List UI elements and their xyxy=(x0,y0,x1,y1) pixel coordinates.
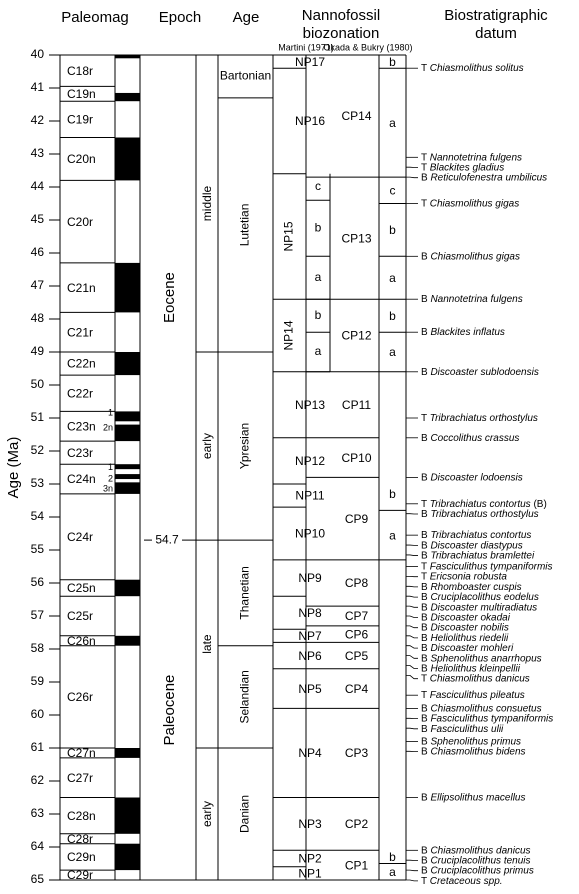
datum-kind: B xyxy=(421,736,431,748)
normal-polarity-bar xyxy=(115,798,140,834)
datum-kind: B xyxy=(421,581,431,593)
datum-species: Discoaster multiradiatus xyxy=(430,601,538,613)
cp-zone-label: CP8 xyxy=(344,576,369,591)
cp-subzone-label: a xyxy=(389,345,396,360)
datum-label xyxy=(421,432,519,443)
cp-zone-label: CP1 xyxy=(344,858,369,873)
chron-sublabel: 2 xyxy=(107,473,113,484)
cp-zone-label: CP3 xyxy=(344,746,369,761)
datum-species: Ellipsolithus macellus xyxy=(430,792,526,804)
y-tick-label: 60 xyxy=(30,707,44,722)
y-tick-label: 45 xyxy=(30,212,44,227)
datum-label xyxy=(421,792,526,803)
y-tick-label: 55 xyxy=(30,542,44,557)
cp-subzone-label: b xyxy=(389,850,396,865)
chron-label: C25n xyxy=(67,581,96,596)
cp-subzone-label: b xyxy=(389,54,396,69)
normal-polarity-bar xyxy=(115,474,140,479)
cp-subzone-label: b xyxy=(389,223,396,238)
cp-zone-label: CP12 xyxy=(341,328,372,343)
datum-species: Cruciplacolithus tenuis xyxy=(430,855,531,867)
datum-species: Sphenolithus anarrhopus xyxy=(430,652,542,664)
datum-kind: B xyxy=(421,550,431,562)
chron-label: C22n xyxy=(67,356,96,371)
cp-zone-label: CP10 xyxy=(341,450,372,465)
datum-kind: T xyxy=(421,62,430,74)
cp-subzone-label: a xyxy=(389,115,396,130)
stage-label: Thanetian xyxy=(237,566,252,620)
datum-label xyxy=(421,366,539,377)
normal-polarity-bar xyxy=(115,636,140,646)
datum-kind: T xyxy=(421,875,430,887)
datum-species: Heliolithus riedelii xyxy=(430,632,509,644)
y-tick-label: 59 xyxy=(30,674,44,689)
datum-label xyxy=(421,172,547,183)
datum-leader xyxy=(406,870,418,871)
y-tick-label: 41 xyxy=(30,80,44,95)
datum-species: Cretaceous spp. xyxy=(429,875,503,887)
subepoch-label: early xyxy=(200,800,215,828)
chron-label: C26n xyxy=(67,633,96,648)
cp-zone-label: CP14 xyxy=(341,109,372,124)
datum-species: Coccolithus crassus xyxy=(430,432,520,444)
datum-label xyxy=(421,673,530,684)
chron-label: C29r xyxy=(67,868,94,883)
datum-species: Cruciplacolithus primus xyxy=(430,865,534,877)
chron-label: C20r xyxy=(67,214,94,229)
chron-label: C19n xyxy=(67,86,96,101)
chron-label: C29n xyxy=(67,850,96,865)
np-zone-label: NP11 xyxy=(295,488,325,503)
datum-species: Rhomboaster cuspis xyxy=(430,581,522,593)
np-zone-label: NP15 xyxy=(281,221,296,252)
chron-label: C21r xyxy=(67,325,94,340)
datum-kind: B xyxy=(421,632,431,644)
header-datum: datum xyxy=(475,24,517,42)
datum-kind: B xyxy=(421,723,431,735)
subepoch-label: middle xyxy=(200,185,215,222)
datum-leader xyxy=(406,596,418,597)
y-tick-label: 43 xyxy=(30,146,44,161)
datum-label xyxy=(421,294,523,305)
chron-label: C28n xyxy=(67,808,96,823)
cp-zone-label: CP11 xyxy=(341,397,372,412)
datum-kind: B xyxy=(421,844,431,856)
datum-kind: T xyxy=(421,571,430,583)
datum-suffix: (B) xyxy=(530,498,547,510)
datum-species: Fasciculithus pileatus xyxy=(429,689,525,701)
cp-zone-label: CP5 xyxy=(344,648,369,663)
datum-species: Tribrachiatus contortus xyxy=(430,529,532,541)
datum-kind: B xyxy=(421,865,431,877)
datum-leader xyxy=(406,616,418,618)
datum-label xyxy=(421,198,519,209)
datum-kind: B xyxy=(421,792,431,804)
chron-sublabel: 1 xyxy=(107,407,113,418)
datum-species: Reticulofenestra umbilicus xyxy=(430,172,548,184)
datum-kind: B xyxy=(421,529,431,541)
datum-kind: B xyxy=(421,508,431,520)
normal-polarity-bar xyxy=(115,263,140,313)
datum-kind: B xyxy=(421,612,431,624)
chron-label: C18r xyxy=(67,63,94,78)
datum-kind: B xyxy=(421,713,431,725)
datum-species: Tribrachiatus bramlettei xyxy=(430,550,535,562)
datum-label xyxy=(421,723,504,734)
chron-sublabel: 2n xyxy=(102,422,113,433)
datum-kind: T xyxy=(421,151,430,163)
normal-polarity-bar xyxy=(115,425,140,442)
datum-leader xyxy=(406,636,418,638)
datum-label xyxy=(421,327,505,338)
chron-sublabel: 3n xyxy=(102,483,113,494)
datum-kind: B xyxy=(421,652,431,664)
chron-label: C19r xyxy=(67,112,94,127)
datum-kind: B xyxy=(421,746,431,758)
cp-subzone-label: a xyxy=(389,528,396,543)
datum-species: Chiasmolithus gigas xyxy=(430,250,520,262)
chron-label: C21n xyxy=(67,280,96,295)
y-tick-label: 44 xyxy=(30,179,44,194)
datum-species: Discoaster nobilis xyxy=(430,622,509,634)
chron-label: C24r xyxy=(67,529,94,544)
datum-leader xyxy=(406,646,418,648)
datum-leader xyxy=(406,177,418,178)
cp-subzone-label: a xyxy=(389,864,396,879)
datum-kind: T xyxy=(421,561,430,573)
stage-label: Ypresian xyxy=(237,422,252,470)
chron-sublabel: 1 xyxy=(107,461,113,472)
cp-zone-label: CP2 xyxy=(344,817,369,832)
y-tick-label: 49 xyxy=(30,344,44,359)
np-zone-label: NP7 xyxy=(298,628,322,643)
datum-kind: B xyxy=(421,326,431,338)
datum-species: Tribrachiatus orthostylus xyxy=(429,412,538,424)
header-paleomag: Paleomag xyxy=(61,8,129,26)
np-zone-label: NP12 xyxy=(294,454,326,469)
datum-species: Cruciplacolithus eodelus xyxy=(430,591,539,603)
np-zone-label: NP16 xyxy=(294,114,326,129)
cp-subzone-label: b xyxy=(389,487,396,502)
chron-label: C23n xyxy=(67,419,96,434)
datum-kind: T xyxy=(421,412,430,424)
normal-polarity-bar xyxy=(115,411,140,421)
subepoch-label: early xyxy=(200,433,215,460)
datum-kind: B xyxy=(421,642,431,654)
y-tick-label: 48 xyxy=(30,311,44,326)
header-biozonation: biozonation xyxy=(302,24,380,42)
y-tick-label: 54 xyxy=(30,509,44,524)
y-tick-label: 61 xyxy=(30,740,44,755)
datum-kind: B xyxy=(421,472,431,484)
datum-species: Discoaster lodoensis xyxy=(430,472,523,484)
datum-kind: B xyxy=(421,172,431,184)
cp-subzone-label: b xyxy=(389,308,396,323)
stage-label: Lutetian xyxy=(237,203,252,247)
stage-label: Bartonian xyxy=(219,68,272,83)
header-martini: Martini (1971) xyxy=(278,42,334,53)
datum-species: Chiasmolithus danicus xyxy=(429,673,530,685)
datum-species: Tribrachiatus orthostylus xyxy=(430,508,539,520)
header-epoch: Epoch xyxy=(158,8,202,26)
normal-polarity-bar xyxy=(115,464,140,469)
y-tick-label: 51 xyxy=(30,410,44,425)
normal-polarity-bar xyxy=(115,844,140,870)
cp-zone-label: CP13 xyxy=(341,231,372,246)
datum-kind: T xyxy=(421,198,430,210)
datum-species: Fasciculithus tympaniformis xyxy=(430,713,554,725)
y-tick-label: 42 xyxy=(30,113,44,128)
datum-species: Blackites gladius xyxy=(429,162,505,174)
y-tick-label: 47 xyxy=(30,278,44,293)
datum-species: Chiasmolithus solitus xyxy=(429,62,524,74)
datum-kind: B xyxy=(421,293,431,305)
y-tick-label: 52 xyxy=(30,443,44,458)
datum-species: Discoaster mohleri xyxy=(430,642,514,654)
datum-leader xyxy=(406,626,418,628)
datum-species: Nannotetrina fulgens xyxy=(429,151,523,163)
header-nannofossil: Nannofossil xyxy=(301,6,381,24)
cp-zone-label: CP7 xyxy=(344,609,369,624)
datum-species: Tribrachiatus contortus xyxy=(429,498,531,510)
normal-polarity-bar xyxy=(115,580,140,597)
cp-zone-label: CP6 xyxy=(344,627,369,642)
y-tick-label: 62 xyxy=(30,773,44,788)
datum-kind: B xyxy=(421,432,431,444)
datum-kind: B xyxy=(421,591,431,603)
datum-kind: T xyxy=(421,162,430,174)
datum-species: Sphenolithus primus xyxy=(430,736,522,748)
normal-polarity-bar xyxy=(115,55,140,58)
datum-species: Nannotetrina fulgens xyxy=(430,293,523,305)
datum-label xyxy=(421,876,503,887)
np-zone-label: NP9 xyxy=(298,571,322,586)
chron-label: C20n xyxy=(67,152,96,167)
chron-label: C26r xyxy=(67,690,94,705)
datum-species: Discoaster diastypus xyxy=(430,539,523,551)
np-zone-label: NP13 xyxy=(294,397,326,412)
datum-kind: T xyxy=(421,498,430,510)
np-subzone-label: b xyxy=(314,220,322,235)
chron-label: C23r xyxy=(67,445,94,460)
datum-kind: B xyxy=(421,855,431,867)
datum-label xyxy=(421,63,524,74)
epoch-boundary-age: 54.7 xyxy=(155,532,179,547)
datum-label xyxy=(421,413,538,424)
datum-species: Chiasmolithus gigas xyxy=(429,198,520,210)
datum-kind: B xyxy=(421,601,431,613)
np-zone-label: NP1 xyxy=(298,866,322,881)
cp-subzone-label: c xyxy=(389,183,396,198)
np-zone-label: NP2 xyxy=(298,851,322,866)
np-zone-label: NP5 xyxy=(298,681,322,696)
chron-label: C25r xyxy=(67,609,94,624)
normal-polarity-bar xyxy=(115,748,140,758)
datum-label xyxy=(421,690,525,701)
np-subzone-label: c xyxy=(315,179,321,194)
y-tick-label: 40 xyxy=(30,47,44,62)
normal-polarity-bar xyxy=(115,138,140,181)
datum-kind: B xyxy=(421,539,431,551)
stage-label: Selandian xyxy=(237,670,252,724)
datum-leader xyxy=(406,656,418,659)
header-age: Age xyxy=(232,8,260,26)
datum-leader xyxy=(406,675,418,678)
np-zone-label: NP3 xyxy=(298,817,322,832)
np-subzone-label: a xyxy=(314,344,322,359)
chron-label: C27n xyxy=(67,746,96,761)
datum-leader xyxy=(406,880,418,881)
datum-species: Chiasmolithus danicus xyxy=(430,844,531,856)
datum-label xyxy=(421,550,535,561)
datum-leader xyxy=(406,606,418,607)
datum-leader xyxy=(406,586,418,587)
datum-leader xyxy=(406,555,418,556)
datum-label xyxy=(421,251,520,262)
datum-species: Discoaster sublodoensis xyxy=(430,366,539,378)
datum-kind: B xyxy=(421,366,431,378)
cp-zone-label: CP4 xyxy=(344,681,369,696)
np-zone-label: NP4 xyxy=(298,746,322,761)
datum-label xyxy=(421,746,526,757)
y-tick-label: 64 xyxy=(30,839,44,854)
y-tick-label: 53 xyxy=(30,476,44,491)
y-tick-label: 57 xyxy=(30,608,44,623)
np-zone-label: NP14 xyxy=(281,320,296,351)
datum-kind: T xyxy=(421,673,430,685)
cp-subzone-label: a xyxy=(389,270,396,285)
datum-species: Blackites inflatus xyxy=(430,326,505,338)
y-tick-label: 50 xyxy=(30,377,44,392)
datum-species: Chiasmolithus bidens xyxy=(430,746,526,758)
np-zone-label: NP17 xyxy=(294,54,326,69)
np-zone-label: NP6 xyxy=(298,648,322,663)
y-tick-label: 46 xyxy=(30,245,44,260)
y-tick-label: 63 xyxy=(30,806,44,821)
datum-leader xyxy=(406,666,418,669)
normal-polarity-bar xyxy=(115,352,140,375)
chron-label: C28r xyxy=(67,831,94,846)
datum-label xyxy=(421,472,523,483)
y-tick-label: 65 xyxy=(30,872,44,887)
datum-species: Discoaster okadai xyxy=(430,612,510,624)
y-axis-label: Age (Ma) xyxy=(4,436,22,499)
datum-kind: B xyxy=(421,250,431,262)
chron-label: C24n xyxy=(67,472,96,487)
epoch-label: Paleocene xyxy=(160,674,178,746)
stage-label: Danian xyxy=(237,794,252,834)
datum-species: Chiasmolithus consuetus xyxy=(430,703,542,715)
np-zone-label: NP8 xyxy=(298,605,322,620)
datum-species: Fasciculithus ulii xyxy=(430,723,504,735)
datum-label xyxy=(421,509,539,520)
chron-label: C27r xyxy=(67,770,94,785)
normal-polarity-bar xyxy=(115,93,140,101)
datum-species: Ericsonia robusta xyxy=(429,571,507,583)
datum-leader xyxy=(406,728,418,729)
datum-kind: B xyxy=(421,703,431,715)
normal-polarity-bar xyxy=(115,482,140,494)
np-subzone-label: a xyxy=(314,269,322,284)
header-biostratigraphic: Biostratigraphic xyxy=(444,6,548,24)
datum-kind: B xyxy=(421,622,431,634)
datum-kind: T xyxy=(421,689,430,701)
header-okada: Okada & Bukry (1980) xyxy=(323,42,413,53)
np-subzone-label: b xyxy=(314,307,322,322)
datum-species: Fasciculithus tympaniformis xyxy=(429,561,553,573)
datum-kind: B xyxy=(421,663,431,675)
chron-label: C22r xyxy=(67,386,94,401)
datum-species: Heliolithus kleinpellii xyxy=(430,663,520,675)
epoch-label: Eocene xyxy=(160,272,178,323)
cp-zone-label: CP9 xyxy=(344,511,369,526)
np-zone-label: NP10 xyxy=(294,526,326,541)
subepoch-label: late xyxy=(200,634,215,654)
y-tick-label: 58 xyxy=(30,641,44,656)
y-tick-label: 56 xyxy=(30,575,44,590)
